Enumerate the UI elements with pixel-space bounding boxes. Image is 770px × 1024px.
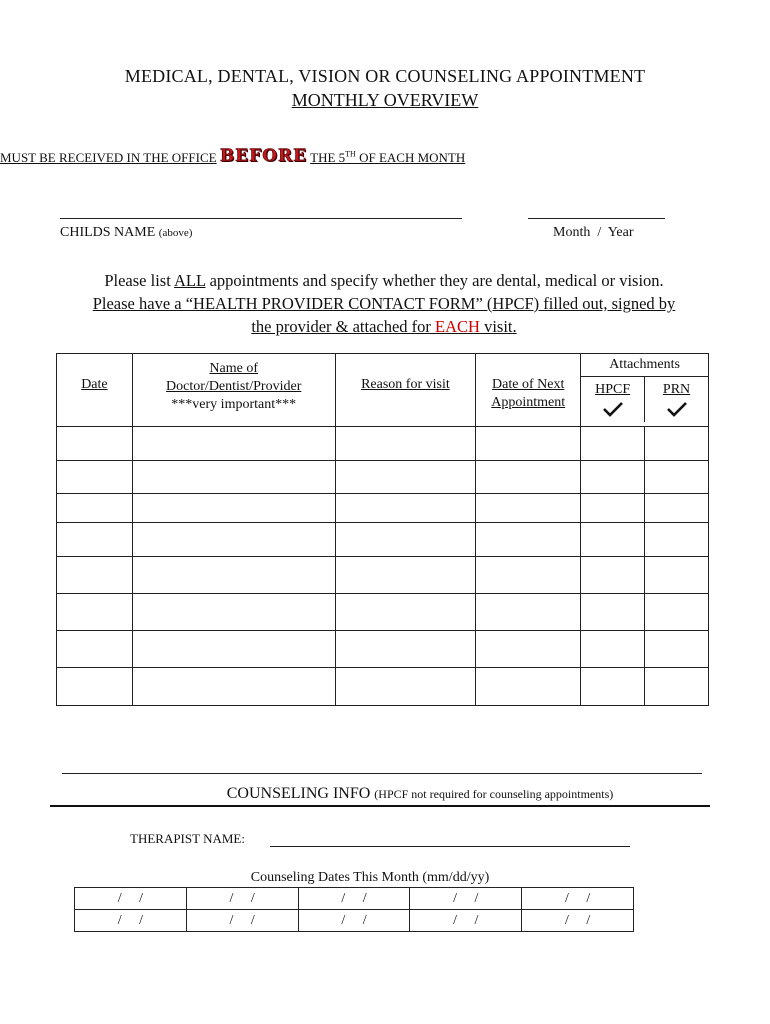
date-field[interactable]: / /	[186, 888, 298, 910]
provider-cell[interactable]	[132, 557, 335, 594]
table-row[interactable]	[57, 461, 709, 494]
checkmark-icon	[666, 401, 688, 417]
prn-cell[interactable]	[645, 631, 709, 668]
therapist-name-label: THERAPIST NAME:	[130, 831, 245, 846]
instructions-line3	[60, 315, 708, 338]
hpcf-cell[interactable]	[581, 461, 645, 494]
childs-name-note: (above)	[158, 227, 193, 239]
instructions-line2: Please have a “HEALTH PROVIDER CONTACT FORM” (HPCF) filled out, signed by	[92, 294, 676, 313]
table-row[interactable]	[57, 594, 709, 631]
instr-l3a: the provider & attached for	[251, 317, 436, 336]
monthly-overview-heading: MONTHLY OVERVIEW	[291, 90, 479, 110]
next-appt-cell[interactable]	[476, 461, 581, 494]
date-cell[interactable]	[57, 494, 133, 523]
date-field[interactable]: / /	[75, 888, 187, 910]
form-title-line1: MEDICAL, DENTAL, VISION OR COUNSELING APPOINTMENT	[124, 66, 646, 86]
appointments-table	[56, 353, 709, 706]
counseling-dates-table	[74, 887, 634, 932]
counseling-dates-caption: Counseling Dates This Month (mm/dd/yy)	[250, 870, 490, 885]
provider-cell[interactable]	[132, 594, 335, 631]
prn-cell[interactable]	[645, 427, 709, 461]
table-row[interactable]	[57, 631, 709, 668]
date-field[interactable]: / /	[522, 888, 634, 910]
col-date-label: Date	[81, 377, 108, 392]
reason-cell[interactable]	[335, 461, 476, 494]
checkmark-icon	[602, 401, 624, 417]
table-row[interactable]	[57, 494, 709, 523]
col-reason-label: Reason for visit	[361, 377, 450, 392]
instr-l1a: Please list	[104, 271, 174, 290]
deadline-notice	[0, 146, 770, 166]
next-appt-cell[interactable]	[476, 523, 581, 557]
table-row[interactable]	[57, 668, 709, 706]
next-appt-cell[interactable]	[476, 594, 581, 631]
deadline-suffix: OF EACH MONTH	[359, 150, 466, 165]
hpcf-cell[interactable]	[581, 494, 645, 523]
prn-cell[interactable]	[645, 557, 709, 594]
hpcf-cell[interactable]	[581, 523, 645, 557]
provider-cell[interactable]	[132, 668, 335, 706]
date-field[interactable]: / /	[298, 888, 410, 910]
date-cell[interactable]	[57, 594, 133, 631]
appointments-header-row	[57, 354, 709, 427]
col-provider-note: ***very important***	[171, 397, 297, 412]
col-hpcf-header	[581, 377, 645, 422]
date-cell[interactable]	[57, 668, 133, 706]
counseling-title: COUNSELING INFO	[226, 785, 371, 802]
prn-cell[interactable]	[645, 523, 709, 557]
col-provider-header	[132, 354, 335, 427]
hpcf-cell[interactable]	[581, 668, 645, 706]
provider-cell[interactable]	[132, 494, 335, 523]
provider-cell[interactable]	[132, 631, 335, 668]
hpcf-cell[interactable]	[581, 631, 645, 668]
instr-l3c: visit.	[479, 317, 517, 336]
date-field[interactable]: / /	[186, 910, 298, 932]
next-appt-cell[interactable]	[476, 494, 581, 523]
col-attachments-header	[581, 354, 709, 427]
table-row	[75, 888, 634, 910]
date-cell[interactable]	[57, 427, 133, 461]
reason-cell[interactable]	[335, 668, 476, 706]
counseling-rule	[50, 805, 710, 807]
hpcf-cell[interactable]	[581, 557, 645, 594]
next-appt-cell[interactable]	[476, 631, 581, 668]
month-year-label: Month / Year	[553, 225, 634, 240]
next-appt-cell[interactable]	[476, 668, 581, 706]
date-field[interactable]: / /	[522, 910, 634, 932]
deadline-day-suffix: TH	[345, 149, 356, 159]
childs-name-field[interactable]	[60, 218, 462, 219]
col-date-header	[57, 354, 133, 427]
provider-cell[interactable]	[132, 523, 335, 557]
hpcf-cell[interactable]	[581, 594, 645, 631]
reason-cell[interactable]	[335, 557, 476, 594]
date-field[interactable]: / /	[410, 910, 522, 932]
section-divider	[62, 773, 702, 774]
prn-cell[interactable]	[645, 668, 709, 706]
instructions-line1	[60, 269, 708, 292]
reason-cell[interactable]	[335, 594, 476, 631]
provider-cell[interactable]	[132, 427, 335, 461]
date-cell[interactable]	[57, 557, 133, 594]
instructions	[60, 269, 708, 338]
date-field[interactable]: / /	[410, 888, 522, 910]
date-cell[interactable]	[57, 461, 133, 494]
counseling-heading	[0, 785, 770, 803]
next-appt-cell[interactable]	[476, 427, 581, 461]
date-cell[interactable]	[57, 523, 133, 557]
instr-each: EACH	[435, 317, 480, 336]
table-row	[75, 910, 634, 932]
reason-cell[interactable]	[335, 631, 476, 668]
col-next-label2: Appointment	[491, 395, 566, 410]
therapist-name-field[interactable]	[270, 846, 630, 847]
col-next-appt-header	[476, 354, 581, 427]
attachments-label: Attachments	[580, 354, 709, 377]
hpcf-label: HPCF	[595, 382, 631, 397]
table-row[interactable]	[57, 523, 709, 557]
next-appt-cell[interactable]	[476, 557, 581, 594]
col-provider-label1: Name of	[209, 361, 258, 376]
col-reason-header	[335, 354, 476, 427]
col-provider-label2: Doctor/Dentist/Provider	[166, 379, 302, 394]
month-year-field[interactable]	[528, 218, 665, 219]
reason-cell[interactable]	[335, 494, 476, 523]
counseling-note: (HPCF not required for counseling appointments)	[374, 787, 614, 801]
reason-cell[interactable]	[335, 523, 476, 557]
date-field[interactable]: / /	[298, 910, 410, 932]
before-emphasis: BEFORE	[219, 146, 308, 166]
instr-all: ALL	[174, 271, 206, 290]
childs-name-label-text: CHILDS NAME	[60, 225, 156, 240]
instr-l1c: appointments and specify whether they are dental, medical or vision.	[205, 271, 664, 290]
prn-label: PRN	[662, 382, 691, 397]
reason-cell[interactable]	[335, 427, 476, 461]
col-next-label1: Date of Next	[492, 377, 565, 392]
table-row[interactable]	[57, 427, 709, 461]
col-prn-header	[645, 377, 708, 422]
prn-cell[interactable]	[645, 594, 709, 631]
deadline-prefix: MUST BE RECEIVED IN THE OFFICE	[0, 150, 217, 165]
prn-cell[interactable]	[645, 461, 709, 494]
childs-name-label	[60, 225, 192, 241]
date-cell[interactable]	[57, 631, 133, 668]
provider-cell[interactable]	[132, 461, 335, 494]
form-title-line2	[0, 90, 770, 111]
prn-cell[interactable]	[645, 494, 709, 523]
deadline-day: THE 5	[310, 150, 346, 165]
date-field[interactable]: / /	[75, 910, 187, 932]
hpcf-cell[interactable]	[581, 427, 645, 461]
table-row[interactable]	[57, 557, 709, 594]
